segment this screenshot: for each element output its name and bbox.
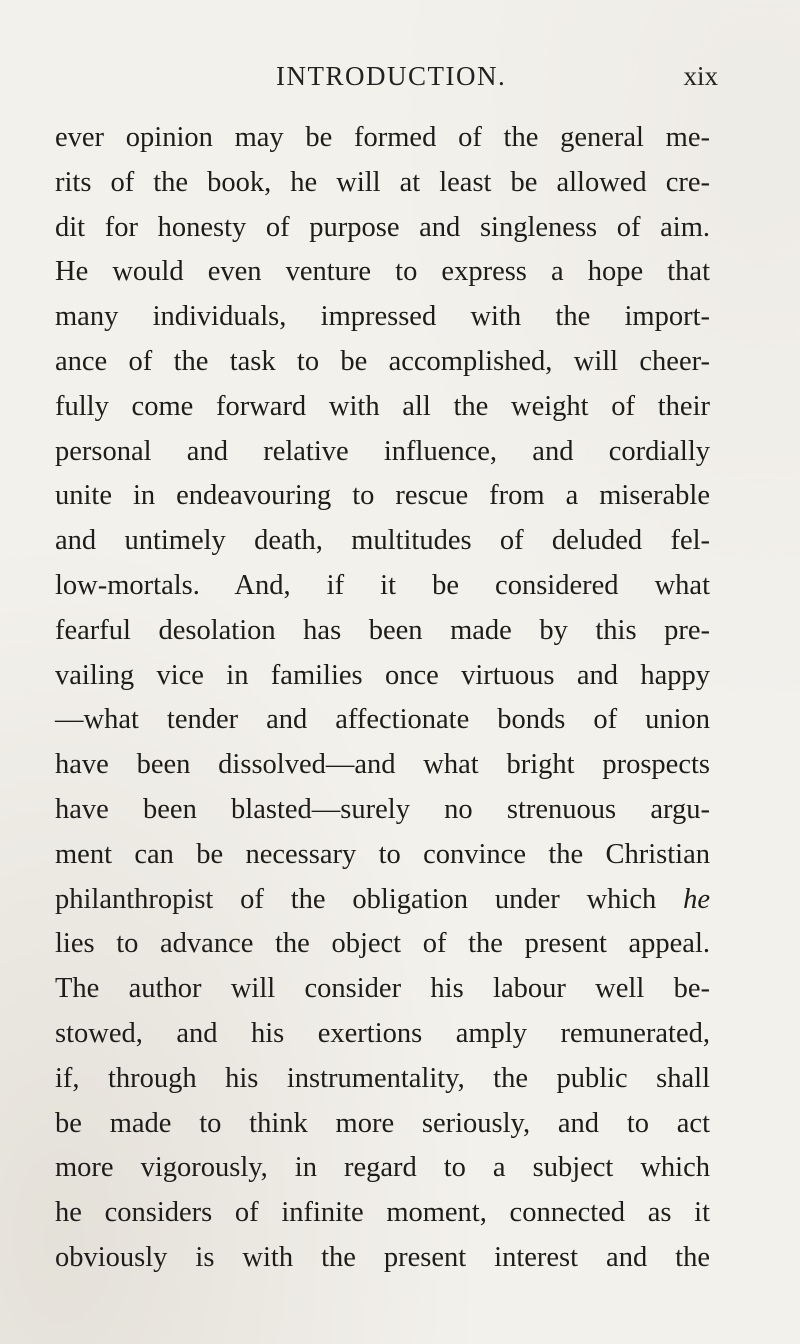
italic-word: he (683, 883, 711, 915)
text-line: lies to advance the object of the present appeal. (55, 928, 710, 960)
text-line: —what tender and affectionate bonds of union (55, 704, 710, 736)
text-line: obviously is with the present interest and the (55, 1241, 710, 1273)
running-head (0, 58, 800, 94)
text-line: fearful desolation has been made by this pre- (55, 614, 710, 646)
text-line: have been dissolved—and what bright prospects (55, 749, 710, 781)
text-line: The author will consider his labour well be- (55, 973, 710, 1005)
text-line-segment: philanthropist of the obligation under which (55, 883, 657, 915)
text-line: unite in endeavouring to rescue from a miserable (55, 480, 710, 512)
text-line: ance of the task to be accomplished, will cheer- (55, 345, 710, 377)
page-header-title: INTRODUCTION. (276, 61, 507, 91)
text-line: fully come forward with all the weight of their (55, 390, 710, 422)
text-line: vailing vice in families once virtuous and happy (55, 659, 710, 691)
text-line: if, through his instrumentality, the public shall (55, 1062, 710, 1094)
text-line: he considers of infinite moment, connected as it (55, 1197, 710, 1229)
text-line: personal and relative influence, and cordially (55, 435, 710, 467)
text-line-with-italic (55, 878, 710, 923)
body-text (55, 116, 710, 1281)
page-number: xix (683, 61, 718, 91)
text-line: rits of the book, he will at least be allowed cre- (55, 166, 710, 198)
text-line: stowed, and his exertions amply remunerated, (55, 1017, 710, 1049)
text-line: more vigorously, in regard to a subject which (55, 1152, 710, 1184)
text-line: ever opinion may be formed of the general me- (55, 122, 710, 153)
text-line: dit for honesty of purpose and singleness of aim. (55, 211, 710, 243)
text-line: be made to think more seriously, and to act (55, 1107, 710, 1139)
text-line: He would even venture to express a hope that (55, 256, 710, 288)
text-line: ment can be necessary to convince the Christian (55, 838, 710, 870)
text-line: many individuals, impressed with the import- (55, 301, 710, 333)
text-line: low-mortals. And, if it be considered what (55, 569, 710, 601)
text-line: have been blasted—surely no strenuous argu- (55, 793, 710, 825)
text-line: and untimely death, multitudes of deluded fel- (55, 525, 710, 557)
